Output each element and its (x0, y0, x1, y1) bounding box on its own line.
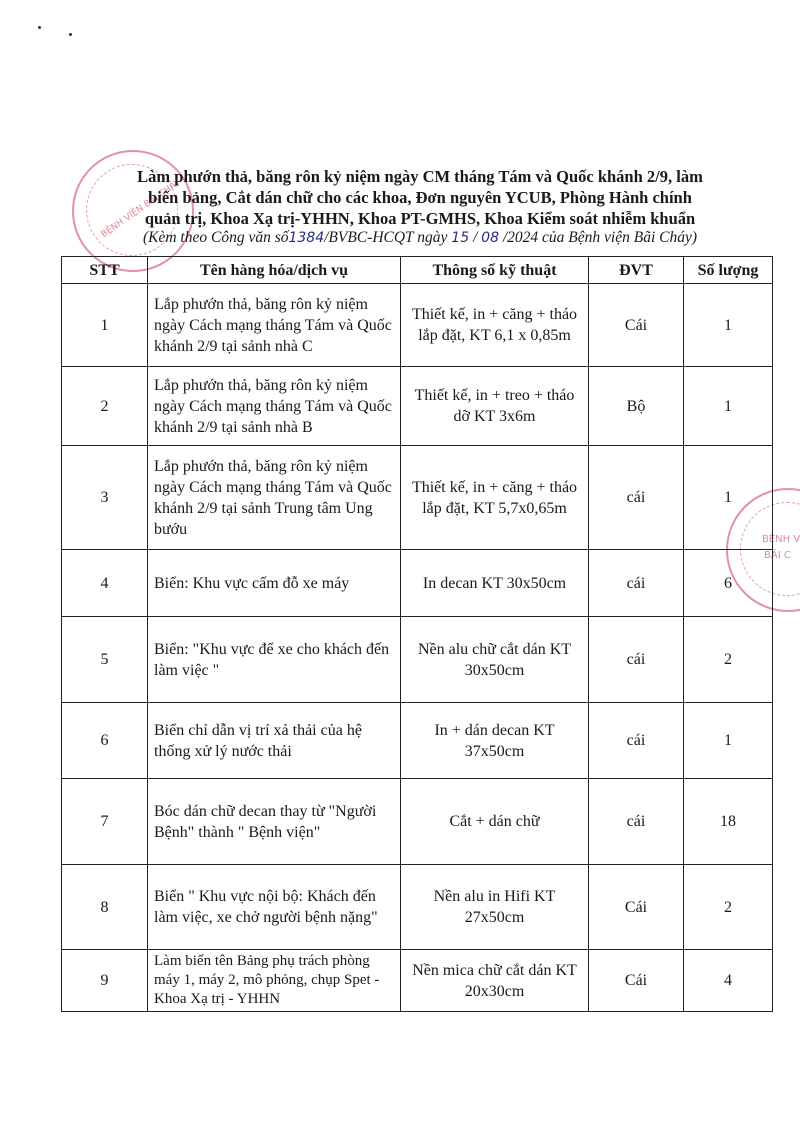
cell-quantity: 1 (684, 367, 773, 446)
cell-unit: Cái (589, 865, 684, 950)
cell-quantity: 2 (684, 617, 773, 703)
cell-spec: In decan KT 30x50cm (401, 550, 589, 617)
header-stt: STT (62, 257, 148, 284)
cell-item-name: Biển " Khu vực nội bộ: Khách đến làm việc, xe chở người bệnh nặng" (148, 865, 401, 950)
table-row (62, 367, 773, 446)
cell-unit: Cái (589, 284, 684, 367)
cell-quantity: 4 (684, 950, 773, 1012)
table-row (62, 617, 773, 703)
cell-stt: 9 (62, 950, 148, 1012)
seal-right-text-2: BÃI C (764, 550, 791, 561)
subtitle-sep: / (472, 229, 478, 246)
cell-unit: Cái (589, 950, 684, 1012)
table-row (62, 550, 773, 617)
cell-spec: Nền alu in Hifi KT 27x50cm (401, 865, 589, 950)
table-header-row (62, 257, 773, 284)
document-subtitle (80, 228, 760, 248)
cell-quantity: 1 (684, 703, 773, 779)
seal-right-text-1: BỆNH V (762, 534, 800, 545)
cell-item-name: Lắp phướn thả, băng rôn kỷ niệm ngày Cách mạng tháng Tám và Quốc khánh 2/9 tại sảnh Trung tâm Ung bướu (148, 446, 401, 550)
cell-spec: Thiết kế, in + căng + tháo lắp đặt, KT 6,1 x 0,85m (401, 284, 589, 367)
cell-stt: 6 (62, 703, 148, 779)
subtitle-mid: /BVBC-HCQT ngày (324, 229, 448, 246)
cell-stt: 3 (62, 446, 148, 550)
cell-unit: cái (589, 617, 684, 703)
handwritten-month: 08 (481, 230, 499, 246)
scan-speck (69, 33, 72, 36)
cell-stt: 1 (62, 284, 148, 367)
document-title (80, 166, 760, 229)
cell-spec: Cắt + dán chữ (401, 779, 589, 865)
seal-left-text: BỆNH VIỆN BÃI CHÁY (99, 177, 183, 241)
table-row (62, 779, 773, 865)
header-quantity: Số lượng (684, 257, 773, 284)
header-item-name: Tên hàng hóa/dịch vụ (148, 257, 401, 284)
cell-quantity: 18 (684, 779, 773, 865)
cell-item-name: Biển: Khu vực cấm đỗ xe máy (148, 550, 401, 617)
cell-spec: Nền alu chữ cắt dán KT 30x50cm (401, 617, 589, 703)
subtitle-post: /2024 của Bệnh viện Bãi Cháy) (502, 229, 698, 246)
header-spec: Thông số kỹ thuật (401, 257, 589, 284)
title-line: Làm phướn thả, băng rôn kỷ niệm ngày CM tháng Tám và Quốc khánh 2/9, làm (137, 167, 703, 186)
cell-unit: Bộ (589, 367, 684, 446)
cell-unit: cái (589, 550, 684, 617)
cell-item-name: Bóc dán chữ decan thay từ "Người Bệnh" thành " Bệnh viện" (148, 779, 401, 865)
cell-spec: Thiết kế, in + treo + tháo dỡ KT 3x6m (401, 367, 589, 446)
handwritten-doc-number: 1384 (288, 230, 325, 246)
cell-spec: In + dán decan KT 37x50cm (401, 703, 589, 779)
cell-item-name: Lắp phướn thả, băng rôn kỷ niệm ngày Cách mạng tháng Tám và Quốc khánh 2/9 tại sảnh nhà B (148, 367, 401, 446)
cell-quantity: 6 (684, 550, 773, 617)
cell-unit: cái (589, 703, 684, 779)
title-line: biển bảng, Cắt dán chữ cho các khoa, Đơn nguyên YCUB, Phòng Hành chính (148, 188, 692, 207)
table-row (62, 865, 773, 950)
scan-speck (38, 26, 41, 29)
title-line: quản trị, Khoa Xạ trị-YHHN, Khoa PT-GMHS, Khoa Kiểm soát nhiễm khuẩn (144, 209, 696, 228)
table-row (62, 703, 773, 779)
goods-services-table (61, 256, 773, 1012)
cell-unit: cái (589, 779, 684, 865)
cell-stt: 2 (62, 367, 148, 446)
table-row (62, 446, 773, 550)
table-row (62, 284, 773, 367)
cell-unit: cái (589, 446, 684, 550)
cell-stt: 4 (62, 550, 148, 617)
header-unit: ĐVT (589, 257, 684, 284)
handwritten-day: 15 (451, 230, 470, 246)
cell-item-name: Làm biển tên Bảng phụ trách phòng máy 1, máy 2, mô phỏng, chụp Spet - Khoa Xạ trị - YHHN (148, 950, 401, 1012)
cell-quantity: 1 (684, 284, 773, 367)
cell-stt: 8 (62, 865, 148, 950)
cell-quantity: 1 (684, 446, 773, 550)
subtitle-pre: (Kèm theo Công văn số (142, 229, 289, 246)
cell-item-name: Biển chỉ dẫn vị trí xả thải của hệ thống xử lý nước thải (148, 703, 401, 779)
table-row (62, 950, 773, 1012)
cell-spec: Thiết kế, in + căng + tháo lắp đặt, KT 5,7x0,65m (401, 446, 589, 550)
cell-stt: 5 (62, 617, 148, 703)
cell-item-name: Biển: "Khu vực để xe cho khách đến làm việc " (148, 617, 401, 703)
cell-item-name: Lắp phướn thả, băng rôn kỷ niệm ngày Cách mạng tháng Tám và Quốc khánh 2/9 tại sảnh nhà C (148, 284, 401, 367)
cell-stt: 7 (62, 779, 148, 865)
cell-spec: Nền mica chữ cắt dán KT 20x30cm (401, 950, 589, 1012)
cell-quantity: 2 (684, 865, 773, 950)
